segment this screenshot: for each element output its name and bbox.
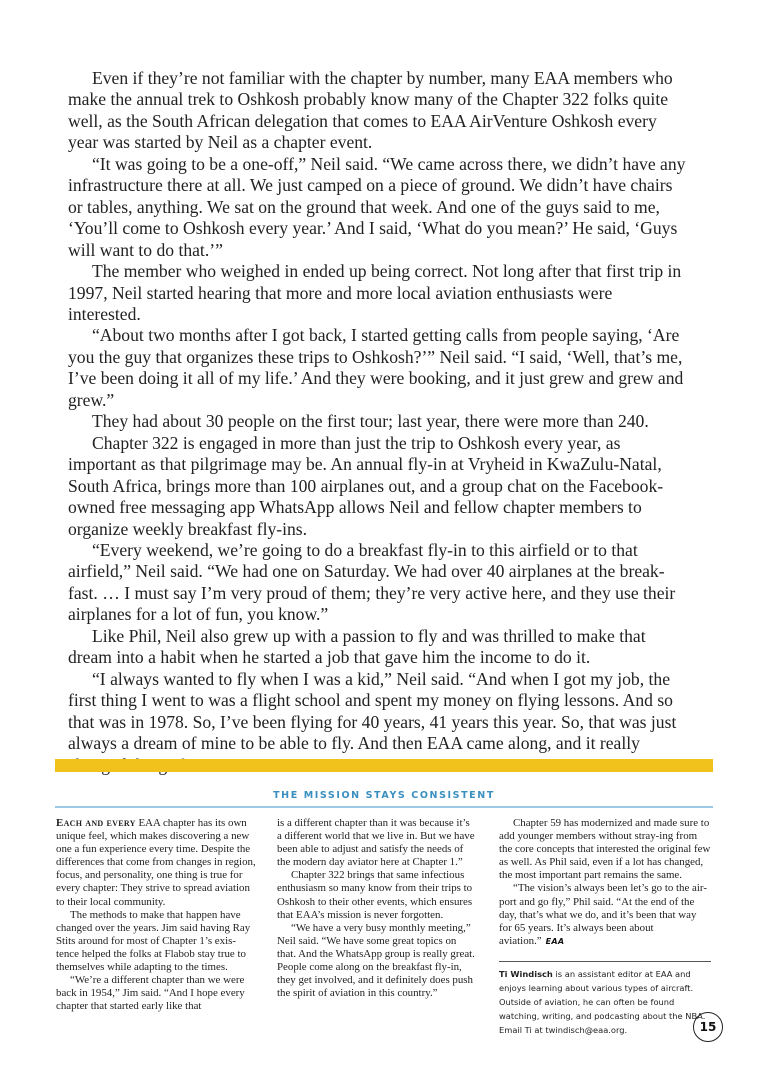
bio-divider [499,961,711,962]
sidebar-column-1 [56,817,256,1013]
sidebar-paragraph: “We’re a different chapter than we were back in 1954,” Jim said. “And I hope every chapter that started early like that [56,974,245,1013]
article-paragraph: “Every weekend, we’re going to do a breakfast fly-in to this airfield or to that airfield,” Neil said. “We had one on Saturday. We had over 40 airplanes at the break-fast. … I must say I’m very proud of them; they’re very active here, and they use their airplanes for a lot of fun, you know.” [68,539,676,625]
sidebar-title-rule [55,806,713,808]
article-paragraph: Chapter 322 is engaged in more than just the trip to Oshkosh every year, as important as that pilgrimage may be. An annual fly-in at Vryheid in KwaZulu-Natal, South Africa, brings more than 100 airplanes out, and a group chat on the Facebook-owned free messaging app WhatsApp allows Neil and fellow chapter members to organize weekly breakfast fly-ins. [68,432,664,539]
paragraph-text: “The vision’s always been let’s go to the air-port and go fly,” Phil said. “At the end of the day, that’s what we do, and it’s been that way for 65 years. It’s always been about aviation.” [499,882,707,947]
end-mark-logo: EAA [545,936,565,946]
paragraph-text: EAA chapter has its own unique feel, which makes discovering a new one a fun experience every time. Despite the differences that come from changes in region, focus, and personality, one thing is true for every chapter: They strive to spread aviation to their local community. [56,817,256,908]
sidebar-paragraph: is a different chapter than it was because it’s a different world that we live in. But we have been able to adjust and satisfy the needs of the modern day aviator here at Chapter 1.” [277,817,475,869]
article-paragraph: “It was going to be a one-off,” Neil said. “We came across there, we didn’t have any infrastructure there at all. We just camped on a piece of ground. We didn’t have chairs or tables, anything. We sat on the ground that week. And one of the guys said to me, ‘You’ll come to Oshkosh every year.’ And I said, ‘What do you mean?’ He said, ‘Guys will want to do that.’” [68,153,686,260]
author-bio [499,967,713,1037]
sidebar-column-3 [499,817,711,948]
author-name: Ti Windisch [499,969,553,979]
sidebar-paragraph: The methods to make that happen have changed over the years. Jim said having Ray Stits around for most of Chapter 1’s exis-tence helped the folks at Flabob stay true to themselves while adapting to the times. [56,908,251,974]
section-divider-bar [55,759,713,772]
article-paragraph: Like Phil, Neil also grew up with a passion to fly and was thrilled to make that dream into a habit when he started a job that gave him the income to do it. [68,625,646,668]
article-paragraph: “About two months after I got back, I started getting calls from people saying, ‘Are you the guy that organizes these trips to Oshkosh?’” Neil said. “I said, ‘Well, that’s me, I’ve been doing it all of my life.’ And they were booking, and it just grew and grew and grew.” [68,325,684,410]
lead-in-text: Each and every [56,817,136,829]
sidebar-column-2 [277,817,477,1000]
sidebar-paragraph [499,882,711,947]
sidebar-paragraph: “We have a very busy monthly meeting,” Neil said. “We have some great topics on that. And the WhatsApp group is really great. People come along on the breakfast fly-in, they get involved, and it definitely does push the spirit of aviation in this country.” [277,921,475,1000]
author-bio-text: is an assistant editor at EAA and enjoys learning about various types of aircraft. Outside of aviation, he can often be found watching, writing, and podcasting about the NBA. Email Ti at twindisch@eaa.org. [499,969,706,1036]
sidebar-paragraph [56,817,256,909]
article-paragraph: Even if they’re not familiar with the chapter by number, many EAA members who make the annual trek to Oshkosh probably know many of the Chapter 322 folks quite well, as the South African delegation that comes to EAA AirVenture Oshkosh every year was started by Neil as a chapter event. [68,68,673,153]
page-number: 15 [693,1012,723,1042]
article-paragraph: The member who weighed in ended up being correct. Not long after that first trip in 1997, Neil started hearing that more and more local aviation enthusiasts were interested. [68,261,682,324]
sidebar-paragraph: Chapter 322 brings that same infectious enthusiasm so many know from their trips to Oshkosh to their other events, which ensures that EAA’s mission is never forgotten. [277,869,473,921]
sidebar-title: THE MISSION STAYS CONSISTENT [273,790,495,801]
article-paragraph: They had about 30 people on the first tour; last year, there were more than 240. [92,411,649,432]
article-paragraph: “I always wanted to fly when I was a kid,” Neil said. “And when I got my job, the first thing I went to was a flight school and spent my money on flying lessons. And so that was in 1978. So, I’ve been flying for 40 years, 41 years this year. So, that was just always a dream of mine to be able to fly. And then EAA came along, and it really [68,668,677,754]
article-body [68,68,688,776]
sidebar-paragraph: Chapter 59 has modernized and made sure to add younger members without stray-ing from the core concepts that interested the original few as well. As Phil said, even if a lot has changed, the most important part remains the same. [499,817,711,882]
